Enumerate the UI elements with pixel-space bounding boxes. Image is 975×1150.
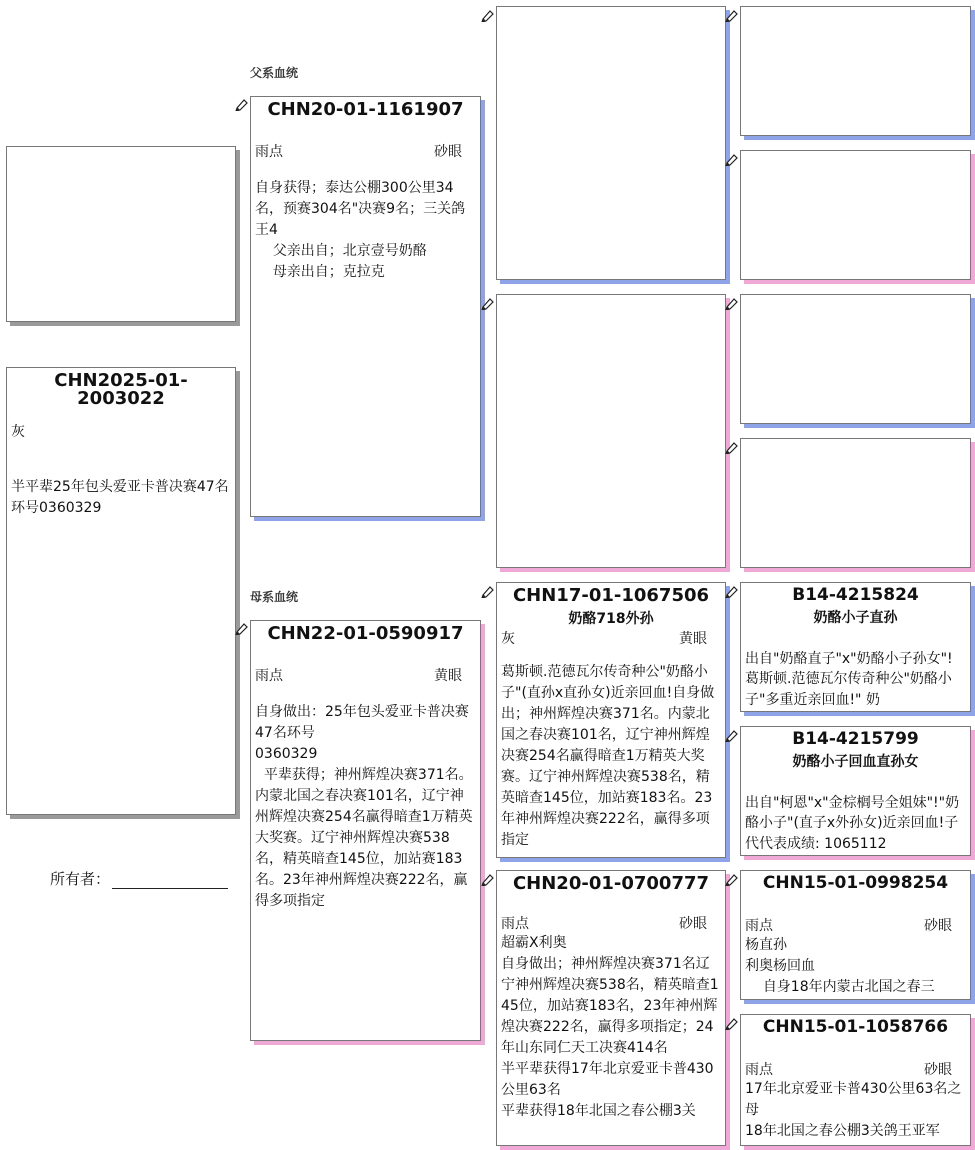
gg3-color: 雨点 (745, 918, 773, 934)
edit-pencil-icon[interactable] (724, 584, 738, 598)
gg4-color: 雨点 (745, 1062, 773, 1078)
owner-blank-line[interactable] (112, 874, 228, 889)
dam-line-label: 母系血统 (250, 590, 299, 604)
dam-dam-color: 雨点 (501, 916, 529, 932)
sire-line-label: 父系血统 (250, 66, 299, 80)
dam-sire-ring-number: CHN17-01-1067506 (512, 585, 710, 606)
dam-sire-color: 灰 (501, 631, 515, 647)
owner-label: 所有者： (50, 870, 111, 888)
dam-eye: 黄眼 (434, 668, 462, 684)
edit-pencil-icon[interactable] (724, 8, 738, 22)
great-grandparent-8-card[interactable] (740, 1014, 971, 1146)
dam-dam-eye: 砂眼 (679, 916, 707, 932)
sire-color: 雨点 (255, 144, 283, 160)
subject-card[interactable] (6, 367, 236, 815)
subject-color: 灰 (11, 424, 25, 440)
dam-sire-notes: 葛斯顿.范德瓦尔传奇种公"奶酪小子"(直孙x直孙女)近亲回血!自身做出；神州辉煌决赛371名。内蒙北国之春决赛101名，辽宁神州辉煌决赛254名赢得暗查1万精英大奖赛。辽宁神州辉煌决赛538名，精英暗查145位，加站赛183名。23年神州辉煌决赛222名，赢得多项指定 (501, 664, 715, 849)
sire-eye: 砂眼 (434, 144, 462, 160)
edit-pencil-icon[interactable] (724, 152, 738, 166)
gg3-notes: 杨直孙 利奥杨回血 自身18年内蒙古北国之春三 (745, 937, 935, 996)
dam-sire-subtitle: 奶酪718外孙 (568, 611, 654, 627)
great-grandparent-7-card[interactable] (740, 870, 971, 1000)
great-grandparent-6-card[interactable] (740, 726, 971, 856)
sire-notes: 自身获得；泰达公棚300公里34名，预赛304名"决赛9名；三关鸽王4 父亲出自；北京壹号奶酪 母亲出自；克拉克 (255, 180, 466, 281)
dam-ring-number: CHN22-01-0590917 (267, 623, 464, 644)
gg3-ring-number: CHN15-01-0998254 (762, 873, 949, 893)
edit-pencil-icon[interactable] (724, 440, 738, 454)
gg2-ring-number: B14-4215799 (792, 729, 919, 749)
gg1-ring-number: B14-4215824 (792, 585, 919, 605)
dam-dam-ring-number: CHN20-01-0700777 (512, 873, 710, 894)
edit-pencil-icon[interactable] (480, 296, 494, 310)
dam-sire-eye: 黄眼 (679, 631, 707, 647)
gg2-subtitle: 奶酪小子回血直孙女 (792, 754, 919, 770)
dam-sire-card[interactable] (496, 582, 726, 858)
sire-dam-card-empty[interactable] (496, 294, 726, 568)
gg1-subtitle: 奶酪小子直孙 (813, 610, 898, 626)
edit-pencil-icon[interactable] (234, 621, 248, 635)
gg3-eye: 砂眼 (924, 918, 952, 934)
edit-pencil-icon[interactable] (480, 8, 494, 22)
owner-field (50, 868, 228, 889)
great-grandparent-5-card[interactable] (740, 582, 971, 712)
great-grandparent-2-empty[interactable] (740, 150, 971, 280)
edit-pencil-icon[interactable] (480, 584, 494, 598)
edit-pencil-icon[interactable] (234, 97, 248, 111)
gg4-notes: 17年北京爱亚卡普430公里63名之母 18年北国之春公棚3关鸽王亚军 (745, 1081, 962, 1140)
gg1-notes: 出自"奶酪直子"x"奶酪小子孙女"!葛斯顿.范德瓦尔传奇种公"奶酪小子"多重近亲回血!" 奶 (745, 651, 953, 708)
edit-pencil-icon[interactable] (480, 872, 494, 886)
dam-card[interactable] (250, 620, 481, 1041)
dam-notes: 自身做出：25年包头爱亚卡普决赛47名环号 0360329 平辈获得；神州辉煌决赛371名。内蒙北国之春决赛101名，辽宁神州辉煌决赛254名赢得暗查1万精英大奖赛。辽宁神州辉煌决赛538名，精英暗查145位，加站赛183名。23年神州辉煌决赛222名，赢得多项指定 (255, 704, 473, 910)
pigeon-photo-frame[interactable] (6, 146, 236, 322)
subject-notes: 半平辈25年包头爱亚卡普决赛47名环号0360329 (11, 479, 229, 516)
edit-pencil-icon[interactable] (724, 728, 738, 742)
edit-pencil-icon[interactable] (724, 296, 738, 310)
sire-sire-card-empty[interactable] (496, 6, 726, 280)
dam-dam-notes: 超霸X利奥 自身做出；神州辉煌决赛371名辽宁神州辉煌决赛538名，精英暗查145位，加站赛183名，23年神州辉煌决赛222名，赢得多项指定；24年山东同仁天工决赛414名 半平辈获得17年北京爱亚卡普430公里63名 平辈获得18年北国之春公棚3关 (501, 935, 719, 1120)
great-grandparent-3-empty[interactable] (740, 294, 971, 424)
great-grandparent-4-empty[interactable] (740, 438, 971, 568)
sire-ring-number: CHN20-01-1161907 (267, 99, 464, 120)
subject-ring-number: CHN2025-01-2003022 (54, 370, 188, 409)
gg4-ring-number: CHN15-01-1058766 (762, 1017, 949, 1037)
sire-card[interactable] (250, 96, 481, 517)
dam-dam-card[interactable] (496, 870, 726, 1146)
edit-pencil-icon[interactable] (724, 1016, 738, 1030)
gg4-eye: 砂眼 (924, 1062, 952, 1078)
gg2-notes: 出自"柯恩"x"金棕榈号全姐妹"!"奶酪小子"(直子x外孙女)近亲回血!子代代表成绩: 1065112 (745, 795, 960, 852)
edit-pencil-icon[interactable] (724, 872, 738, 886)
great-grandparent-1-empty[interactable] (740, 6, 971, 136)
dam-color: 雨点 (255, 668, 283, 684)
